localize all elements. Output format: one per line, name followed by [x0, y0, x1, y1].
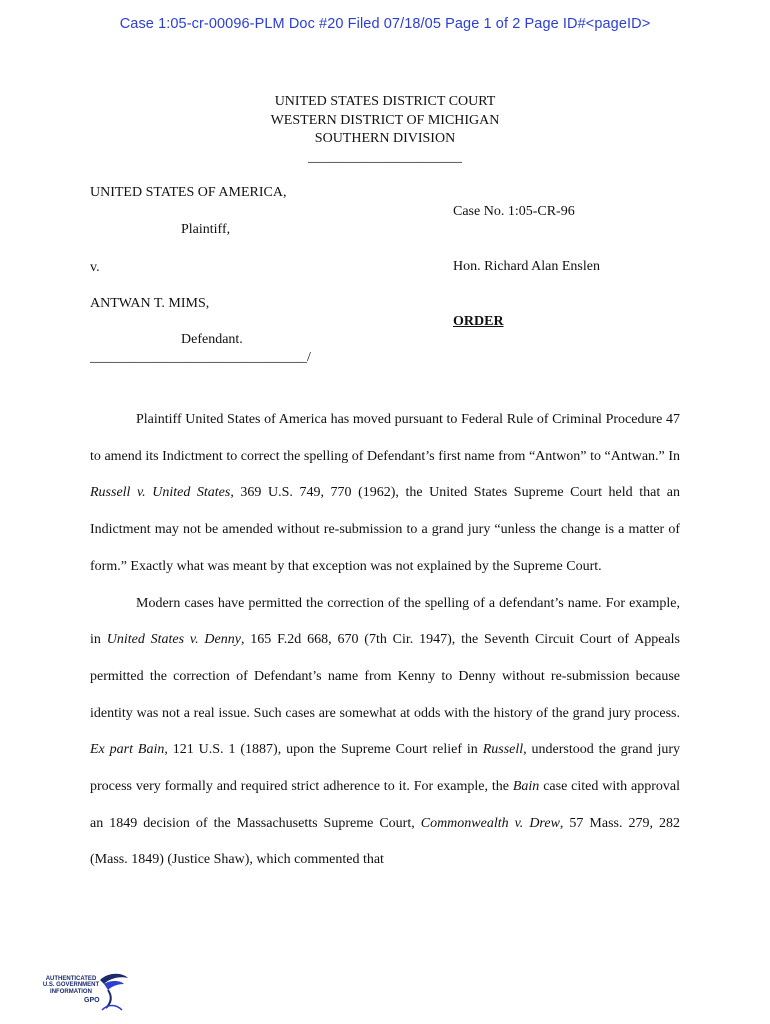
case-citation-p2-7: Bain [512, 779, 540, 795]
text-run-p1-0: Plaintiff United States of America has moved pursuant to Federal Rule of Criminal Procedure 47 to amend its Indictment to correct the spelling of Defendant’s first name from “Antwon” to “Antwan.” In [90, 412, 680, 464]
defendant-role: Defendant. [181, 332, 243, 347]
gpo-authentication-logo [40, 970, 140, 1012]
eagle-icon [94, 970, 134, 1012]
case-number: Case No. 1:05-CR-96 [453, 204, 575, 219]
caption-closing-rule: _______________________________/ [90, 350, 311, 365]
plaintiff-role: Plaintiff, [181, 222, 231, 237]
document-title: ORDER [453, 314, 504, 329]
court-district: WESTERN DISTRICT OF MICHIGAN [270, 112, 500, 128]
court-division: SOUTHERN DIVISION [314, 131, 456, 146]
case-citation-p2-3: Ex part Bain [90, 742, 165, 758]
court-heading [0, 93, 770, 167]
case-citation-p1-1: Russell v. United States [90, 485, 231, 501]
text-run-p2-10: , 57 Mass. 279, 282 (Mass. 1849) (Justice Shaw), which commented that [90, 815, 680, 868]
text-run-p2-6: , understood the grand jury process very formally and required strict adherence to it. For example, the [90, 742, 681, 795]
judge-name: Hon. Richard Alan Enslen [453, 259, 600, 274]
defendant-name: ANTWAN T. MIMS, [90, 296, 210, 311]
logo-gpo: GPO [84, 997, 100, 1004]
versus-label: v. [90, 260, 100, 275]
text-run-p2-4: , 121 U.S. 1 (1887), upon the Supreme Court relief in [164, 742, 483, 758]
text-run-p2-0: Modern cases have permitted the correction of the spelling of a defendant’s name. For example, in [90, 595, 680, 648]
heading-rule: ______________________ [308, 149, 462, 165]
text-run-p2-8: case cited with approval an 1849 decision of the Massachusetts Supreme Court, [90, 779, 680, 831]
logo-text: AUTHENTICATED U.S. GOVERNMENT INFORMATION [42, 976, 100, 995]
header-stamp: Case 1:05-cr-00096-PLM Doc #20 Filed 07/18/05 Page 1 of 2 Page ID#<pageID> [119, 16, 651, 32]
case-citation-p2-9: Commonwealth v. Drew [420, 815, 560, 831]
text-run-p1-2: , 369 U.S. 749, 770 (1962), the United States Supreme Court held that an Indictment may not be amended without re-submission to a grand jury “unless the change is a matter of form.” Exactly what was meant by that exception was not explained by the Supreme Court. [90, 485, 680, 574]
case-citation-p2-5: Russell [482, 742, 524, 758]
paragraph-1 [90, 402, 680, 586]
paragraph-2 [90, 586, 680, 880]
text-run-p2-2: , 165 F.2d 668, 670 (7th Cir. 1947), the Seventh Circuit Court of Appeals permitted the correction of Defendant’s name from Kenny to Denny without re-submission because identity was not a real issue. Such cases are somewhat at odds with the history of the grand jury process. [90, 632, 680, 721]
order-body [90, 402, 680, 879]
plaintiff-name: UNITED STATES OF AMERICA, [90, 185, 287, 200]
court-name: UNITED STATES DISTRICT COURT [274, 94, 496, 109]
case-citation-p2-1: United States v. Denny [106, 632, 241, 648]
